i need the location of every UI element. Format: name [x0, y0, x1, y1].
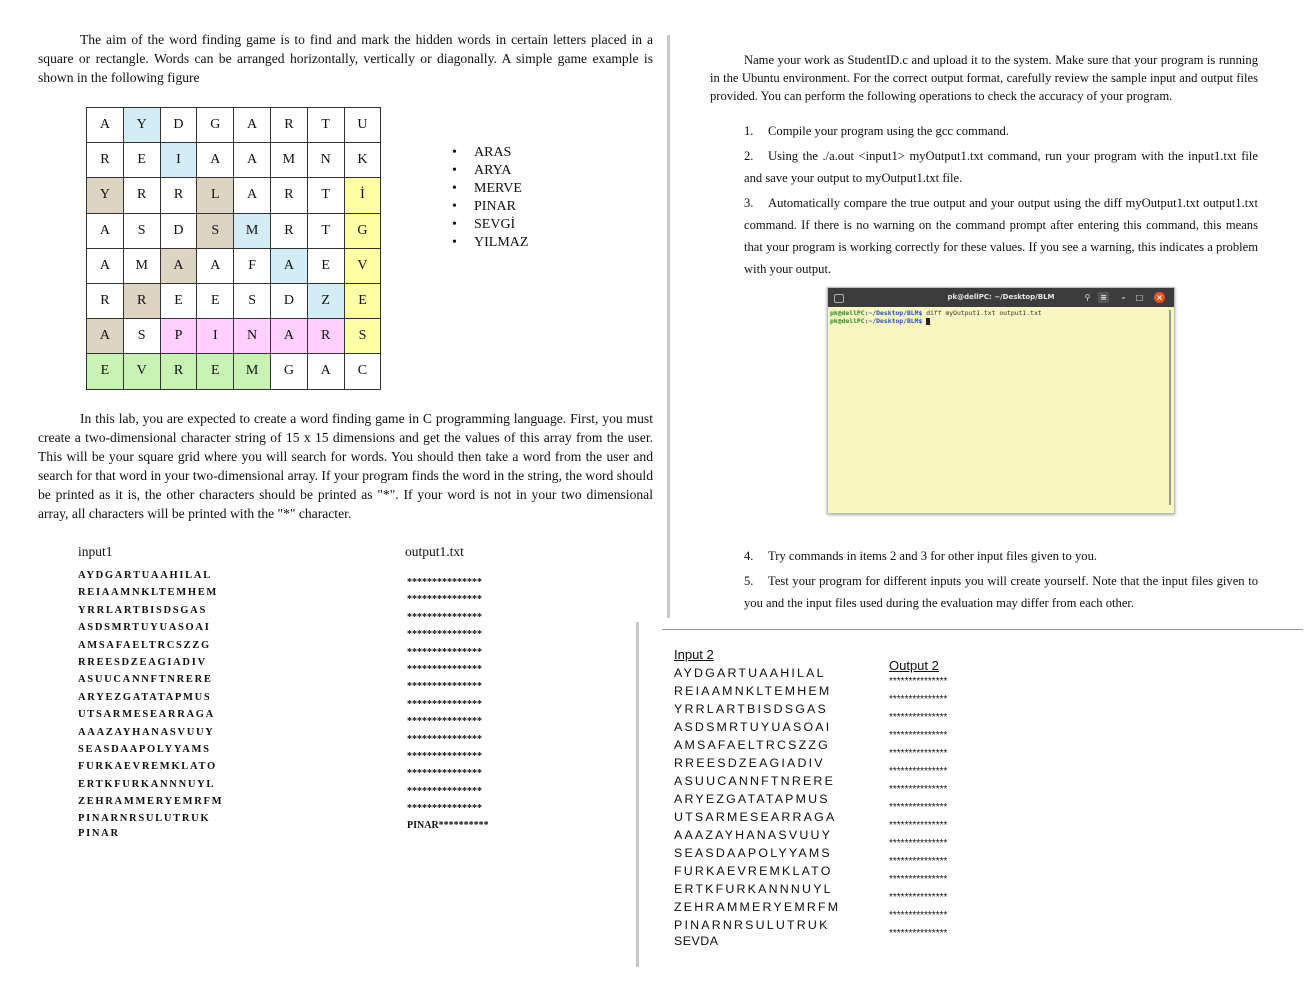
step-text: Try commands in items 2 and 3 for other input files given to you. — [768, 549, 1098, 563]
column-divider — [667, 35, 670, 618]
grid-cell: R — [123, 178, 160, 213]
word-list-item: • YILMAZ — [452, 234, 528, 252]
text-line: *************** — [407, 803, 482, 815]
grid-cell: E — [197, 283, 234, 318]
text-line: *************** — [889, 928, 948, 939]
text-line: *************** — [407, 663, 482, 675]
text-line: *************** — [407, 611, 482, 623]
step-number: 4. — [744, 549, 754, 563]
text-line: *************** — [407, 681, 482, 693]
grid-cell: A — [87, 319, 124, 354]
grid-cell: R — [270, 178, 307, 213]
grid-row — [87, 213, 381, 248]
step-item — [744, 545, 1258, 567]
grid-cell: S — [197, 213, 234, 248]
grid-cell: R — [270, 108, 307, 143]
text-line: *************** — [889, 874, 948, 885]
text-line: *************** — [407, 577, 482, 588]
text-line: *************** — [407, 750, 482, 762]
text-line: SEASDAAPOLYYAMS — [674, 846, 832, 860]
grid-cell: M — [234, 213, 271, 248]
text-line: PINARNRSULUTRUK — [78, 813, 211, 825]
text-line: *************** — [889, 856, 948, 867]
terminal-line-2: pk@dellPC:~/Desktop/BLM$ — [830, 317, 1172, 325]
grid-cell: A — [87, 248, 124, 283]
grid-row — [87, 143, 381, 178]
grid-cell: S — [123, 213, 160, 248]
text-line: UTSARMESEARRAGA — [78, 709, 215, 721]
section-divider — [662, 629, 1303, 630]
text-line: *************** — [889, 766, 948, 777]
step-number: 1. — [744, 124, 754, 138]
grid-cell: S — [344, 319, 381, 354]
text-line: ARYEZGATATAPMUS — [78, 691, 212, 703]
step-text: Test your program for different inputs you will create yourself. Note that the input files given to you and the input files used during the evaluation may differ from each other. — [744, 574, 1258, 610]
step-item — [744, 192, 1258, 280]
grid-cell: S — [234, 283, 271, 318]
text-line: AAAZAYHANASVUUY — [78, 726, 215, 738]
search-icon[interactable]: ⚲ — [1084, 293, 1091, 302]
step-item — [744, 570, 1258, 614]
terminal-cursor — [926, 318, 930, 325]
grid-cell: U — [344, 108, 381, 143]
grid-cell: D — [160, 213, 197, 248]
grid-cell: N — [307, 143, 344, 178]
text-line: *************** — [889, 802, 948, 813]
step-number: 2. — [744, 149, 754, 163]
grid-cell: P — [160, 319, 197, 354]
text-line: *************** — [407, 629, 482, 641]
grid-cell: E — [160, 283, 197, 318]
terminal-title: pk@dellPC: ~/Desktop/BLM — [947, 293, 1055, 301]
grid-cell: R — [307, 319, 344, 354]
grid-cell: G — [344, 213, 381, 248]
grid-cell: A — [270, 319, 307, 354]
grid-row — [87, 108, 381, 143]
step-number: 3. — [744, 196, 754, 210]
grid-cell: A — [197, 248, 234, 283]
grid-row — [87, 248, 381, 283]
grid-cell: İ — [344, 178, 381, 213]
terminal-line-1: pk@dellPC:~/Desktop/BLM$ diff myOutput1.txt output1.txt — [830, 309, 1042, 317]
grid-cell: R — [123, 283, 160, 318]
grid-cell: Z — [307, 283, 344, 318]
grid-cell: A — [270, 248, 307, 283]
text-line: ZEHRAMMERYEMRFM — [78, 796, 224, 808]
text-line: *************** — [889, 712, 948, 723]
text-line: *************** — [889, 694, 948, 705]
grid-cell: I — [197, 319, 234, 354]
text-line: *************** — [889, 676, 948, 687]
text-line: *************** — [889, 730, 948, 741]
input2-lines — [674, 664, 840, 934]
grid-cell: K — [344, 143, 381, 178]
text-line: ASUUCANNFTNRERE — [78, 674, 213, 686]
grid-cell: E — [344, 283, 381, 318]
word-grid — [86, 107, 381, 390]
grid-cell: A — [160, 248, 197, 283]
text-line: *************** — [407, 716, 482, 728]
grid-cell: Y — [123, 108, 160, 143]
output2-lines — [889, 673, 947, 943]
text-line: ARYEZGATATAPMUS — [674, 792, 830, 806]
text-line: UTSARMESEARRAGA — [674, 810, 837, 824]
text-line: PINAR********** — [407, 820, 489, 832]
text-line: AMSAFAELTRCSZZG — [78, 639, 211, 651]
grid-cell: F — [234, 248, 271, 283]
terminal-titlebar — [828, 288, 1174, 307]
grid-row — [87, 178, 381, 213]
terminal-window — [827, 287, 1175, 514]
text-line: REIAAMNKLTEMHEM — [674, 684, 832, 698]
grid-cell: R — [160, 354, 197, 389]
grid-cell: A — [234, 178, 271, 213]
text-line: AAAZAYHANASVUUY — [674, 828, 833, 842]
word-list-item: • PINAR — [452, 198, 528, 216]
grid-cell: A — [234, 108, 271, 143]
text-line: AYDGARTUAAHILAL — [78, 570, 212, 581]
text-line: FURKAEVREMKLATO — [674, 864, 833, 878]
step-item — [744, 145, 1258, 189]
grid-cell: G — [197, 108, 234, 143]
steps-list-b — [744, 545, 1258, 617]
grid-cell: I — [160, 143, 197, 178]
lower-column-divider — [636, 622, 639, 967]
grid-row — [87, 354, 381, 389]
grid-cell: L — [197, 178, 234, 213]
text-line: *************** — [889, 910, 948, 921]
text-line: *************** — [407, 646, 482, 658]
output2-label: Output 2 — [889, 658, 939, 673]
grid-cell: A — [87, 108, 124, 143]
grid-cell: M — [234, 354, 271, 389]
text-line: ASDSMRTUYUASOAI — [674, 720, 832, 734]
text-line: *************** — [889, 748, 948, 759]
text-line: YRRLARTBISDSGAS — [78, 604, 207, 616]
grid-cell: S — [123, 319, 160, 354]
step-text: Automatically compare the true output and your output using the diff myOutput1.txt output1.txt command. If there is no warning on the command prompt after entering this command, this means that your program is working correctly for these values. If you see a warning, this indicates a problem with your output. — [744, 196, 1258, 276]
minimize-icon[interactable]: – — [1121, 293, 1126, 302]
grid-cell: N — [234, 319, 271, 354]
grid-cell: V — [344, 248, 381, 283]
input1-word: PINAR — [78, 828, 120, 839]
text-line: SEASDAAPOLYYAMS — [78, 743, 211, 755]
grid-cell: R — [87, 143, 124, 178]
text-line: ERTKFURKANNNUYL — [674, 882, 833, 896]
grid-cell: E — [123, 143, 160, 178]
grid-cell: A — [87, 213, 124, 248]
close-icon[interactable]: × — [1154, 292, 1165, 303]
grid-cell: R — [270, 213, 307, 248]
text-line: ERTKFURKANNNUYL — [78, 778, 216, 790]
text-line: *************** — [889, 820, 948, 831]
grid-cell: M — [123, 248, 160, 283]
grid-cell: M — [270, 143, 307, 178]
grid-cell: R — [87, 283, 124, 318]
terminal-body[interactable] — [828, 307, 1174, 327]
text-line: *************** — [889, 784, 948, 795]
word-list-item: • SEVGİ — [452, 216, 528, 234]
word-list-item: • MERVE — [452, 180, 528, 198]
text-line: FURKAEVREMKLATO — [78, 761, 217, 773]
grid-cell: A — [197, 143, 234, 178]
grid-cell: A — [307, 354, 344, 389]
output1-lines — [407, 574, 489, 835]
text-line: AYDGARTUAAHILAL — [674, 666, 826, 680]
text-line: ASDSMRTUYUASOAI — [78, 622, 211, 634]
text-line: RREESDZEAGIADIV — [674, 756, 825, 770]
text-line: *************** — [407, 768, 482, 780]
text-line: AMSAFAELTRCSZZG — [674, 738, 831, 752]
step-number: 5. — [744, 574, 754, 588]
grid-cell: D — [160, 108, 197, 143]
input2-word: SEVDA — [674, 934, 719, 948]
steps-list-a — [744, 120, 1258, 283]
grid-cell: E — [87, 354, 124, 389]
grid-cell: E — [197, 354, 234, 389]
text-line: *************** — [407, 594, 482, 606]
step-text: Using the ./a.out <input1> myOutput1.txt command, run your program with the input1.txt file and save your output to myOutput1.txt file. — [744, 149, 1258, 185]
word-list — [452, 144, 528, 252]
text-line: *************** — [889, 838, 948, 849]
text-line: *************** — [889, 892, 948, 903]
grid-cell: C — [344, 354, 381, 389]
maximize-icon[interactable]: □ — [1135, 293, 1144, 302]
text-line: REIAAMNKLTEMHEM — [78, 587, 219, 599]
grid-cell: V — [123, 354, 160, 389]
grid-cell: Y — [87, 178, 124, 213]
grid-cell: E — [307, 248, 344, 283]
text-line: *************** — [407, 698, 482, 710]
grid-cell: A — [234, 143, 271, 178]
terminal-scrollbar[interactable] — [1169, 310, 1171, 505]
intro-paragraph: The aim of the word finding game is to find and mark the hidden words in certain letters placed in a square or rectangle. Words can be arranged horizontally, vertically or diagonally. A simple game example is shown in the following figure — [38, 32, 653, 85]
input1-lines — [78, 567, 223, 828]
text-line: *************** — [407, 785, 482, 797]
grid-cell: T — [307, 213, 344, 248]
grid-cell: G — [270, 354, 307, 389]
grid-cell: T — [307, 108, 344, 143]
text-line: PINARNRSULUTRUK — [674, 918, 830, 932]
menu-icon[interactable]: ≡ — [1098, 292, 1109, 303]
word-list-item: • ARYA — [452, 162, 528, 180]
right-intro-paragraph: Name your work as StudentID.c and upload it to the system. Make sure that your program is running in the Ubuntu environment. For the correct output format, carefully review the sample input and output files provided. You can perform the following operations to check the accuracy of your program. — [710, 53, 1258, 103]
text-line: ASUUCANNFTNRERE — [674, 774, 836, 788]
text-line: YRRLARTBISDSGAS — [674, 702, 828, 716]
text-line: ZEHRAMMERYEMRFM — [674, 900, 841, 914]
text-line: RREESDZEAGIADIV — [78, 656, 207, 668]
text-line: *************** — [407, 733, 482, 745]
input2-label: Input 2 — [674, 647, 714, 662]
grid-cell: T — [307, 178, 344, 213]
input1-label: input1 — [78, 544, 113, 559]
grid-cell: D — [270, 283, 307, 318]
new-tab-icon[interactable] — [834, 294, 844, 303]
grid-cell: R — [160, 178, 197, 213]
lab-paragraph: In this lab, you are expected to create a word finding game in C programming language. First, you must create a two-dimensional character string of 15 x 15 dimensions and get the values of this array from the user. This will be your square grid where you will search for words. You should then take a word from the user and search for that word in your two-dimensional array. If your program finds the word in the string, the word should be printed as it is, the other characters should be printed as "*". If your word is not in your two dimensional array, all characters will be printed with the "*" character. — [38, 411, 653, 521]
grid-row — [87, 283, 381, 318]
grid-row — [87, 319, 381, 354]
output1-label: output1.txt — [405, 544, 464, 559]
step-text: Compile your program using the gcc command. — [768, 124, 1009, 138]
step-item — [744, 120, 1258, 142]
word-list-item: • ARAS — [452, 144, 528, 162]
